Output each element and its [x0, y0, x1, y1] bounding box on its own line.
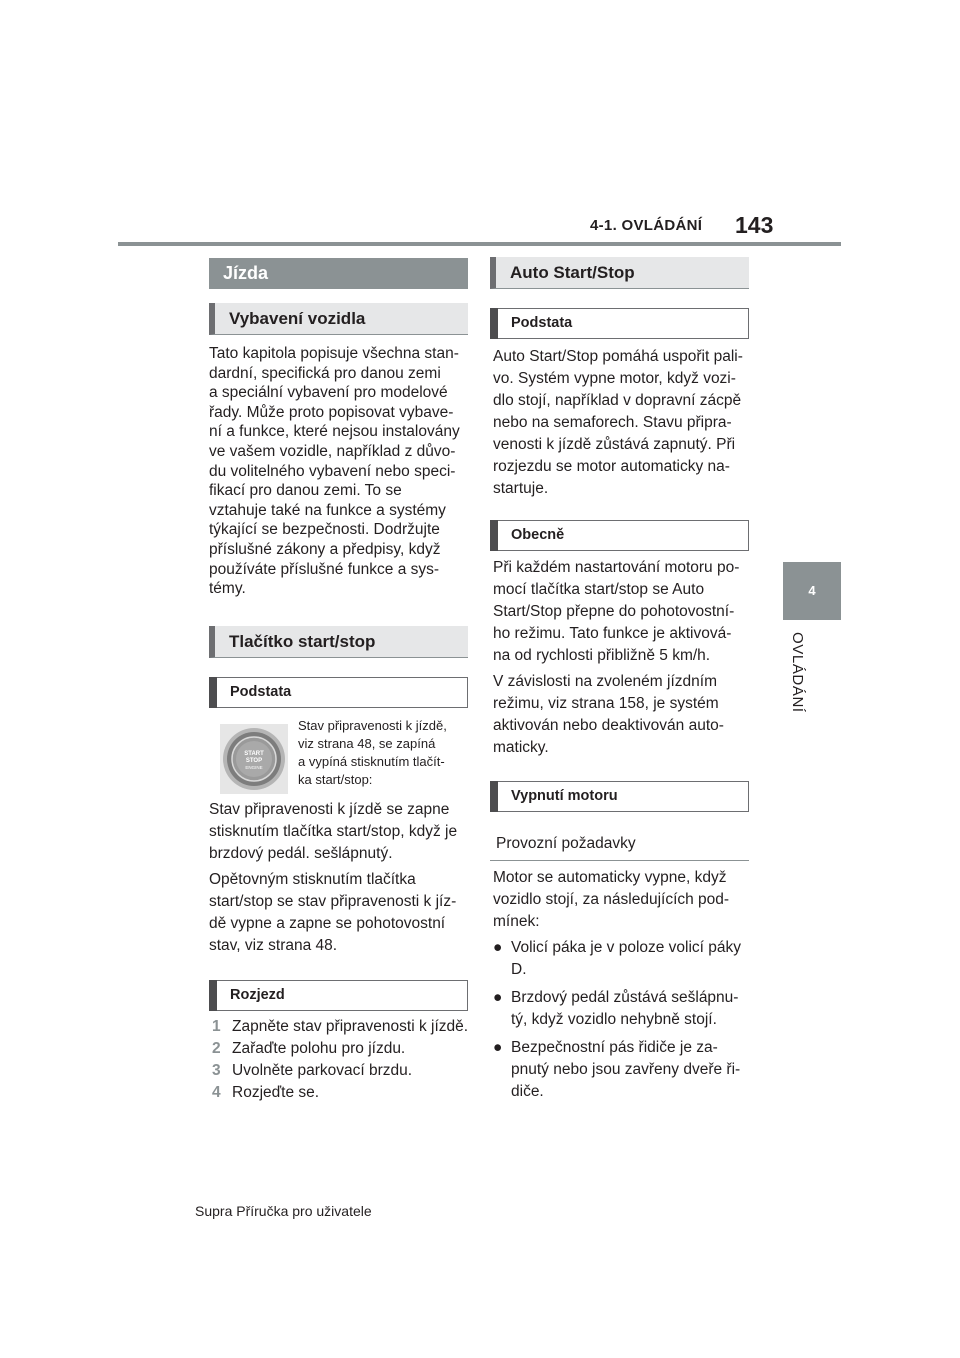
start-stop-button-icon — [220, 724, 288, 794]
text-line: řady. Může proto popisovat vybave- — [209, 403, 454, 421]
requirements-list — [493, 937, 758, 1103]
button-label-start: START — [244, 751, 264, 757]
step-number: 4 — [212, 1084, 221, 1101]
bullet-icon: ● — [493, 939, 503, 956]
step-number: 3 — [212, 1062, 221, 1079]
text-line: Tato kapitola popisuje všechna stan- — [209, 345, 459, 362]
list-item — [493, 987, 758, 1031]
chapter-tab-label: OVLÁDÁNÍ — [789, 632, 806, 713]
text-line: stav, viz strana 48. — [209, 937, 338, 954]
section-title: 4-1. OVLÁDÁNÍ — [590, 217, 703, 234]
box-podstata-right: Podstata — [490, 308, 749, 339]
text-line: Motor se automaticky vypne, když — [493, 869, 727, 886]
text-line: ní a funkce, které nejsou instalovány — [209, 423, 460, 441]
text-line: Opětovným stisknutím tlačítka — [209, 871, 416, 888]
button-label-engine: ENGINE — [245, 765, 263, 770]
bullet-text: D. — [511, 961, 527, 978]
heading-tlacitko-start-stop: Tlačítko start/stop — [209, 626, 468, 658]
page-number: 143 — [735, 212, 774, 238]
bullet-text: Volicí páka je v poloze volicí páky — [511, 939, 742, 956]
step-text: Zapněte stav připravenosti k jízdě. — [232, 1018, 469, 1035]
text-line: ho režimu. Tato funkce je aktivová- — [493, 625, 732, 642]
box-vypnuti-motoru: Vypnutí motoru — [490, 781, 749, 812]
text-line: vozidlo stojí, za následujících pod- — [493, 891, 730, 908]
text-line: fikací pro danou zemi. To se — [209, 482, 402, 500]
text-line: V závislosti na zvoleném jízdním — [493, 673, 717, 690]
paragraph-obecne — [493, 557, 758, 667]
footer-title: Supra Příručka pro uživatele — [195, 1203, 372, 1219]
text-line: Stav připravenosti k jízdě se zapne — [209, 801, 450, 818]
paragraph-opetovnym — [209, 869, 474, 957]
step-text: Zařaďte polohu pro jízdu. — [232, 1040, 406, 1057]
text-line: dlo stojí, například v dopravní zácpě — [493, 392, 742, 409]
bullet-text: diče. — [511, 1083, 544, 1100]
paragraph-motor — [493, 867, 758, 933]
box-rozjezd: Rozjezd — [209, 980, 468, 1011]
step-number: 1 — [212, 1018, 221, 1035]
paragraph-auto-podstata — [493, 346, 758, 500]
text-line: mínek: — [493, 913, 540, 930]
bullet-icon: ● — [493, 989, 503, 1006]
text-line: viz strana 48, se zapíná — [298, 736, 436, 751]
text-line: aktivován nebo deaktivován auto- — [493, 717, 724, 734]
button-label-stop: STOP — [245, 758, 263, 764]
bullet-text: pnutý nebo jsou zavřeny dveře ři- — [511, 1061, 741, 1078]
text-line: dardní, specifická pro danou zemi — [209, 364, 441, 382]
text-line: používáte příslušné funkce a sys- — [209, 560, 440, 578]
heading-jizda: Jízda — [209, 258, 468, 289]
text-line: Auto Start/Stop pomáhá uspořit pali- — [493, 348, 743, 365]
box-obecne: Obecně — [490, 520, 749, 551]
text-line: na od rychlosti přibližně 5 km/h. — [493, 647, 711, 664]
box-podstata-left: Podstata — [209, 677, 468, 708]
text-line: nebo na semaforech. Stavu připra- — [493, 414, 732, 431]
text-line: stisknutím tlačítka start/stop, když je — [209, 823, 458, 840]
text-line: brzdový pedál. sešlápnutý. — [209, 845, 393, 862]
text-line: a vypíná stisknutím tlačít- — [298, 754, 445, 769]
step-text: Rozjeďte se. — [232, 1084, 320, 1101]
list-item — [212, 1016, 482, 1038]
list-item — [493, 1037, 758, 1103]
paragraph-stav-zapne — [209, 799, 474, 865]
step-number: 2 — [212, 1040, 221, 1057]
bullet-text: Bezpečnostní pás řidiče je za- — [511, 1039, 718, 1056]
list-item — [212, 1038, 482, 1060]
text-line: Start/Stop přepne do pohotovostní- — [493, 603, 735, 620]
header-rule — [118, 242, 841, 246]
heading-vybaveni-vozidla: Vybavení vozidla — [209, 303, 468, 335]
text-line: ve vašem vozidle, například z důvo- — [209, 442, 456, 460]
text-line: příslušné zákony a předpisy, když — [209, 540, 441, 558]
list-item — [212, 1082, 482, 1104]
bullet-text: tý, když vozidlo nehybně stojí. — [511, 1011, 717, 1028]
text-line: a speciální vybavení pro modelové — [209, 384, 448, 402]
list-item — [493, 937, 758, 981]
paragraph-zavislost — [493, 671, 758, 759]
text-line: mocí tlačítka start/stop se Auto — [493, 581, 705, 598]
heading-provozni-pozadavky: Provozní požadavky — [490, 832, 749, 861]
step-text: Uvolněte parkovací brzdu. — [232, 1062, 413, 1079]
text-line: venosti k jízdě zůstává zapnutý. Při — [493, 436, 736, 453]
chapter-tab-number: 4 — [783, 562, 841, 620]
steps-list — [212, 1016, 482, 1104]
list-item — [212, 1060, 482, 1082]
text-line: témy. — [209, 580, 246, 598]
start-stop-button-image — [220, 724, 288, 794]
text-line: Stav připravenosti k jízdě, — [298, 718, 447, 733]
text-line: du volitelného vybavení nebo speci- — [209, 462, 456, 480]
paragraph-vybaveni — [209, 344, 471, 599]
heading-auto-start-stop: Auto Start/Stop — [490, 257, 749, 289]
caption-start-stop — [298, 717, 473, 789]
text-line: rozjezdu se motor automaticky na- — [493, 458, 730, 475]
text-line: dě vypne a zapne se pohotovostní — [209, 915, 446, 932]
text-line: vztahuje také na funkce a systémy — [209, 501, 446, 519]
text-line: týkající se bezpečnosti. Dodržujte — [209, 521, 440, 539]
text-line: Při každém nastartování motoru po- — [493, 559, 740, 576]
bullet-icon: ● — [493, 1039, 503, 1056]
text-line: start/stop se stav připravenosti k jíz- — [209, 893, 457, 910]
text-line: režimu, viz strana 158, je systém — [493, 695, 719, 712]
bullet-text: Brzdový pedál zůstává sešlápnu- — [511, 989, 739, 1006]
text-line: maticky. — [493, 739, 549, 756]
text-line: startuje. — [493, 480, 549, 497]
text-line: vo. Systém vypne motor, když vozi- — [493, 370, 736, 387]
text-line: ka start/stop: — [298, 772, 373, 787]
